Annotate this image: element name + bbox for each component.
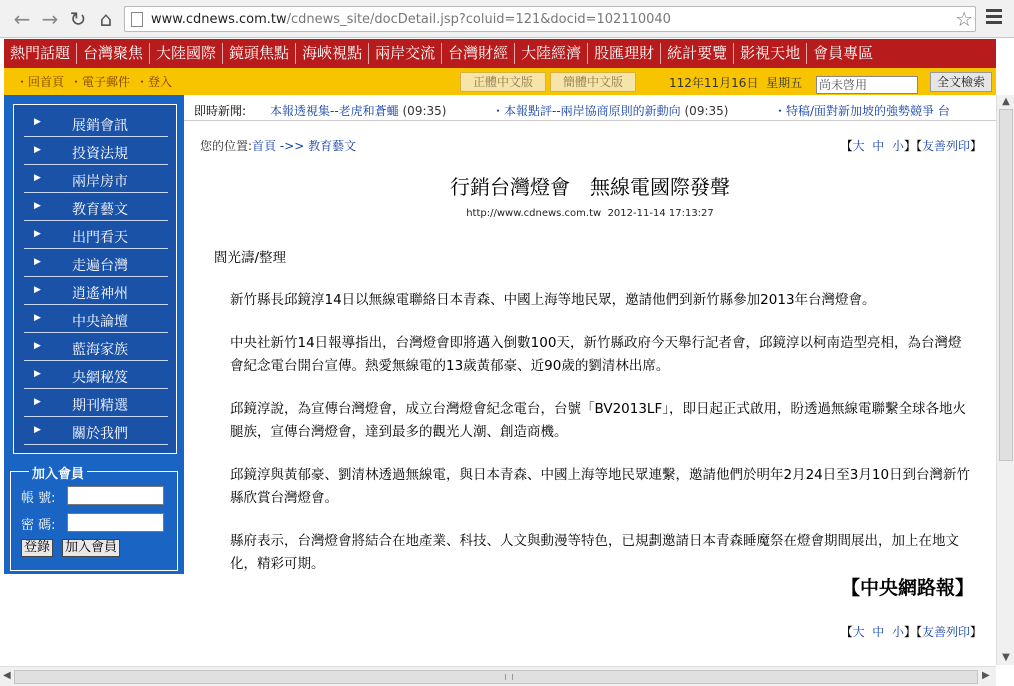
article-content bbox=[184, 95, 996, 676]
arrow-icon: ▶ bbox=[34, 229, 41, 239]
sidebar-item[interactable]: ▶ 中央論壇 bbox=[24, 306, 168, 333]
article-source: 【中央網路報】 bbox=[840, 577, 974, 599]
article-body bbox=[214, 247, 974, 596]
ticker-item[interactable]: ・本報點評--兩岸協商原則的新動向 (09:35) bbox=[492, 104, 729, 118]
home-icon[interactable]: ⌂ bbox=[99, 7, 113, 31]
member-login-panel bbox=[4, 461, 184, 574]
address-bar[interactable] bbox=[124, 6, 976, 32]
topnav-item[interactable]: 大陸國際 bbox=[150, 43, 223, 64]
member-panel-title: 加入會員 bbox=[29, 463, 87, 482]
topnav-item[interactable]: 股匯理財 bbox=[588, 43, 661, 64]
arrow-icon: ▶ bbox=[34, 397, 41, 407]
forward-icon[interactable]: → bbox=[41, 7, 59, 31]
horizontal-scroll-thumb[interactable] bbox=[14, 670, 978, 684]
arrow-icon: ▶ bbox=[34, 313, 41, 323]
fulltext-search-input[interactable]: 尚未啓用 bbox=[816, 76, 918, 94]
font-large-link[interactable]: 大 bbox=[852, 625, 865, 639]
account-input[interactable] bbox=[67, 486, 164, 505]
arrow-icon: ▶ bbox=[34, 285, 41, 295]
fulltext-search-button[interactable]: 全文檢索 bbox=[930, 72, 992, 92]
scroll-up-icon[interactable]: ▲ bbox=[1002, 96, 1010, 107]
account-label: 帳 號: bbox=[21, 491, 56, 506]
scroll-down-icon[interactable]: ▼ bbox=[1002, 652, 1010, 663]
ticker-label: 即時新聞: bbox=[194, 104, 247, 118]
arrow-icon: ▶ bbox=[34, 341, 41, 351]
article-paragraph: 新竹縣長邱鏡淳14日以無線電聯絡日本青森、中國上海等地民眾，邀請他們到新竹縣參加2013年台灣燈會。 bbox=[230, 292, 876, 308]
password-label: 密 碼: bbox=[21, 518, 56, 533]
arrow-icon: ▶ bbox=[34, 369, 41, 379]
article-byline: 閻光濤/整理 bbox=[214, 250, 287, 266]
sidebar-item[interactable]: ▶ 兩岸房市 bbox=[24, 166, 168, 193]
print-link[interactable]: 友善列印 bbox=[921, 139, 970, 153]
article-paragraph: 中央社新竹14日報導指出，台灣燈會即將邁入倒數100天，新竹縣政府今天舉行記者會，邱鏡淳以柯南造型亮相，為台灣燈會紀念電台開台宣傳。熱愛無線電的13歲黃郁豪、近90歲的劉清林出席。 bbox=[230, 335, 962, 374]
scroll-left-icon[interactable]: ◀ bbox=[3, 670, 11, 681]
article-title: 行銷台灣燈會 無線電國際發聲 bbox=[450, 175, 730, 199]
back-icon[interactable]: ← bbox=[13, 7, 31, 31]
site-top-nav bbox=[4, 39, 996, 68]
topnav-item[interactable]: 統計要覽 bbox=[661, 43, 734, 64]
article-paragraph: 邱鏡淳與黃郁豪、劉清林透過無線電，與日本青森、中國上海等地民眾連繫，邀請他們於明年2月24日至3月10日到台灣新竹縣欣賞台灣燈會。 bbox=[230, 467, 971, 506]
font-small-link[interactable]: 小 bbox=[891, 625, 904, 639]
font-size-controls-top: 【大 中 小】【友善列印】 bbox=[840, 139, 982, 153]
breadcrumb-section[interactable]: 教育藝文 bbox=[308, 139, 357, 153]
browser-toolbar bbox=[0, 0, 1014, 38]
left-sidebar bbox=[4, 95, 184, 676]
arrow-icon: ▶ bbox=[34, 173, 41, 183]
sidebar-item[interactable]: ▶ 藍海家族 bbox=[24, 334, 168, 361]
login-link[interactable]: ・登入 bbox=[136, 75, 173, 89]
breadcrumb: 您的位置:首頁 ->> 教育藝文 bbox=[200, 139, 357, 153]
password-input[interactable] bbox=[67, 513, 164, 532]
breadcrumb-home[interactable]: 首頁 bbox=[252, 139, 277, 153]
site-sub-bar bbox=[4, 68, 996, 95]
sidebar-item[interactable]: ▶ 期刊精選 bbox=[24, 390, 168, 417]
traditional-chinese-button[interactable]: 正體中文版 bbox=[460, 72, 546, 92]
topnav-item[interactable]: 兩岸交流 bbox=[369, 43, 442, 64]
url-text: www.cdnews.com.tw/cdnews_site/docDetail.jsp?coluid=121&docid=102110040 bbox=[151, 11, 671, 27]
article-paragraph: 邱鏡淳說，為宣傳台灣燈會，成立台灣燈會紀念電台，台號「BV2013LF」，即日起正式啟用，盼透過無線電聯繫全球各地火腿族，宣傳台灣燈會，達到最多的觀光人潮、創造商機。 bbox=[230, 401, 966, 440]
font-medium-link[interactable]: 中 bbox=[872, 139, 885, 153]
ticker-item[interactable]: 本報透視集--老虎和蒼蠅 (09:35) bbox=[270, 104, 447, 118]
topnav-item[interactable]: 影視天地 bbox=[734, 43, 807, 64]
bookmark-star-icon[interactable]: ☆ bbox=[955, 7, 973, 31]
vertical-scrollbar[interactable] bbox=[996, 95, 1014, 665]
topnav-item[interactable]: 台灣聚焦 bbox=[77, 43, 150, 64]
sidebar-item[interactable]: ▶ 展銷會訊 bbox=[24, 110, 168, 137]
scroll-right-icon[interactable]: ▶ bbox=[982, 670, 990, 681]
topnav-item[interactable]: 鏡頭焦點 bbox=[223, 43, 296, 64]
arrow-icon: ▶ bbox=[34, 257, 41, 267]
join-member-button[interactable]: 加入會員 bbox=[62, 539, 120, 557]
font-medium-link[interactable]: 中 bbox=[872, 625, 885, 639]
arrow-icon: ▶ bbox=[34, 145, 41, 155]
email-link[interactable]: ・電子郵件 bbox=[70, 75, 131, 89]
sidebar-item[interactable]: ▶ 教育藝文 bbox=[24, 194, 168, 221]
topnav-item[interactable]: 海峽視點 bbox=[296, 43, 369, 64]
news-ticker bbox=[184, 95, 996, 121]
print-link[interactable]: 友善列印 bbox=[921, 625, 970, 639]
sidebar-item[interactable]: ▶ 關於我們 bbox=[24, 418, 168, 445]
font-size-controls-bottom: 【大 中 小】【友善列印】 bbox=[840, 625, 982, 639]
arrow-icon: ▶ bbox=[34, 201, 41, 211]
article-paragraph: 縣府表示，台灣燈會將結合在地產業、科技、人文與動漫等特色，已規劃邀請日本青森睡魔祭在燈會期間展出，加上在地文化，精彩可期。 bbox=[230, 533, 959, 572]
login-button[interactable]: 登錄 bbox=[21, 539, 53, 557]
current-date: 112年11月16日 星期五 bbox=[669, 76, 803, 90]
font-large-link[interactable]: 大 bbox=[852, 139, 865, 153]
sidebar-item[interactable]: ▶ 走遍台灣 bbox=[24, 250, 168, 277]
sidebar-item[interactable]: ▶ 央網秘笈 bbox=[24, 362, 168, 389]
browser-menu-icon[interactable] bbox=[986, 9, 1002, 27]
page-icon bbox=[131, 12, 143, 27]
simplified-chinese-button[interactable]: 簡體中文版 bbox=[550, 72, 636, 92]
topnav-item[interactable]: 大陸經濟 bbox=[515, 43, 588, 64]
article-meta: http://www.cdnews.com.tw 2012-11-14 17:13:27 bbox=[466, 208, 714, 219]
vertical-scroll-thumb[interactable] bbox=[999, 109, 1013, 461]
category-menu bbox=[4, 95, 184, 461]
topnav-item[interactable]: 會員專區 bbox=[813, 44, 874, 62]
reload-icon[interactable]: ↻ bbox=[69, 7, 87, 31]
font-small-link[interactable]: 小 bbox=[891, 139, 904, 153]
sidebar-item[interactable]: ▶ 投資法規 bbox=[24, 138, 168, 165]
topnav-item[interactable]: 熱門話題 bbox=[4, 43, 77, 64]
sidebar-item[interactable]: ▶ 逍遙神州 bbox=[24, 278, 168, 305]
topnav-item[interactable]: 台灣財經 bbox=[442, 43, 515, 64]
home-link[interactable]: ・回首頁 bbox=[16, 75, 65, 89]
horizontal-scrollbar[interactable] bbox=[0, 666, 996, 686]
arrow-icon: ▶ bbox=[34, 117, 41, 127]
arrow-icon: ▶ bbox=[34, 425, 41, 435]
ticker-item[interactable]: ・特稿/面對新加坡的強勢競爭 台 bbox=[774, 104, 950, 118]
sidebar-item[interactable]: ▶ 出門看天 bbox=[24, 222, 168, 249]
